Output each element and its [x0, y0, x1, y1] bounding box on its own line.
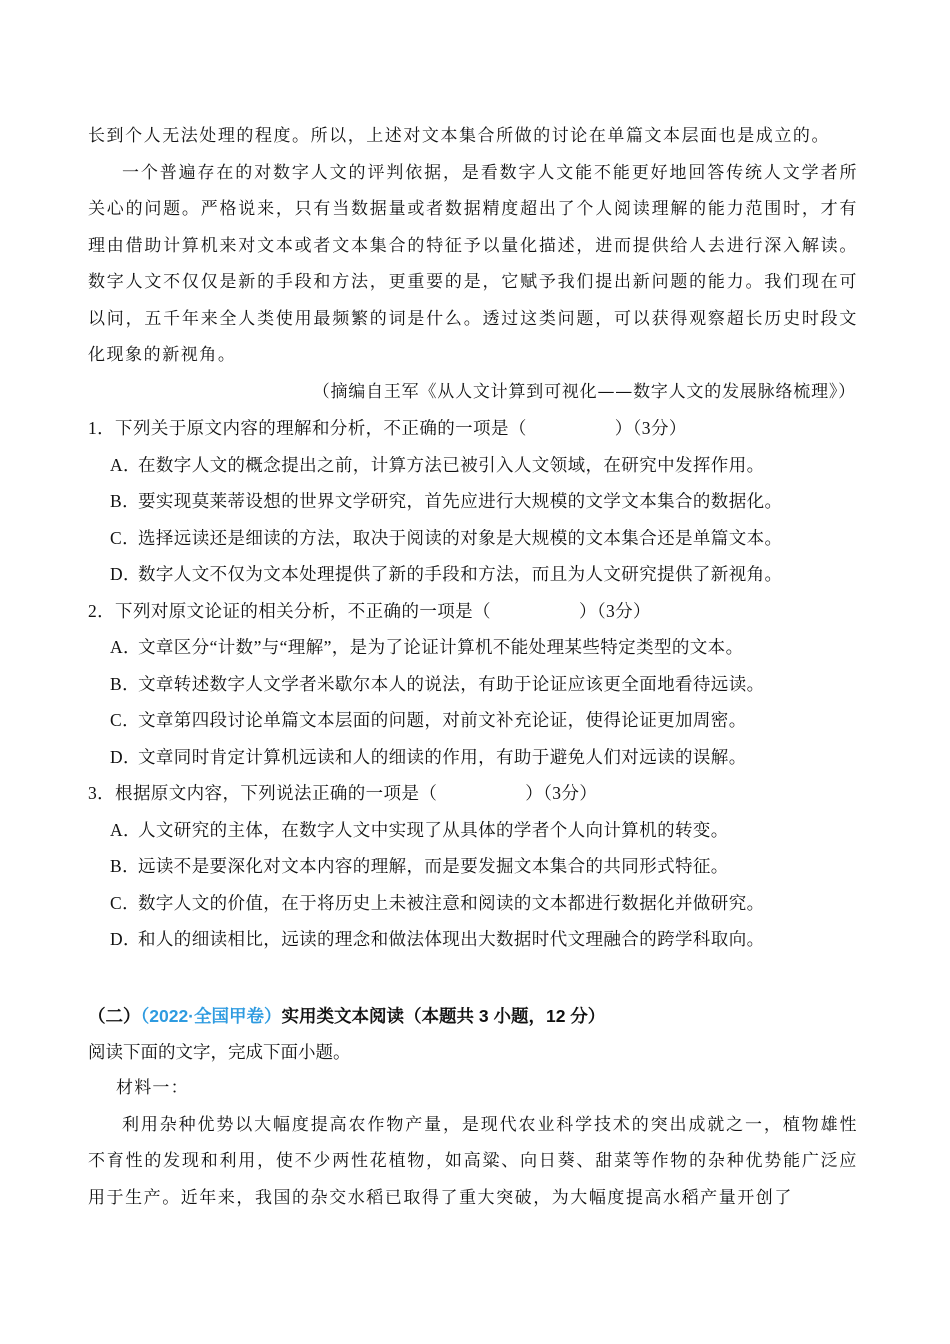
option-c: C．文章第四段讨论单篇文本层面的问题，对前文补充论证，使得论证更加周密。 — [110, 710, 747, 730]
material-label: 材料一： — [116, 1078, 189, 1098]
question-stem: 1．下列关于原文内容的理解和分析，不正确的一项是（ ）（3分） — [88, 418, 687, 438]
option-d: D．文章同时肯定计算机远读和人的细读的作用，有助于避免人们对远读的误解。 — [110, 746, 747, 767]
material-passage — [88, 1107, 858, 1217]
option-b: B．要实现莫莱蒂设想的世界文学研究，首先应进行大规模的文学文本集合的数据化。 — [110, 491, 783, 511]
material-paragraph: 利用杂种优势以大幅度提高农作物产量，是现代农业科学技术的突出成就之一，植物雄性不育性的发现和利用，使不少两性花植物，如高粱、向日葵、甜菜等作物的杂种优势能广泛应用于生产。近年来，我国的杂交水稻已取得了重大突破，为大幅度提高水稻产量开创了 — [88, 1114, 858, 1208]
section-heading: （二）（2022·全国甲卷）实用类文本阅读（本题共 3 小题，12 分） — [88, 1005, 606, 1026]
section-instruction: 阅读下面的文字，完成下面小题。 — [88, 1041, 351, 1062]
question-stem: 3．根据原文内容，下列说法正确的一项是（ ）（3分） — [88, 783, 598, 803]
option-a: A．文章区分“计数”与“理解”，是为了论证计算机不能处理某些特定类型的文本。 — [110, 637, 744, 657]
section-source: （2022·全国甲卷） — [140, 1005, 282, 1026]
question-2 — [88, 593, 858, 776]
question-1 — [88, 410, 858, 593]
question-3 — [88, 775, 858, 958]
option-c: C．选择远读还是细读的方法，取决于阅读的对象是大规模的文本集合还是单篇文本。 — [110, 527, 783, 548]
passage-paragraph: 长到个人无法处理的程度。所以，上述对文本集合所做的讨论在单篇文本层面也是成立的。 — [88, 126, 830, 146]
question-stem: 2．下列对原文论证的相关分析，不正确的一项是（ ）（3分） — [88, 600, 651, 621]
option-b: B．文章转述数字人文学者米歇尔本人的说法，有助于论证应该更全面地看待远读。 — [110, 673, 765, 694]
passage-source: （摘编自王军《从人文计算到可视化——数字人文的发展脉络梳理》） — [312, 381, 856, 402]
option-d: D．数字人文不仅为文本处理提供了新的手段和方法，而且为人文研究提供了新视角。 — [110, 564, 783, 584]
option-b: B．远读不是要深化对文本内容的理解，而是要发掘文本集合的共同形式特征。 — [110, 856, 729, 876]
passage-paragraph: 一个普遍存在的对数字人文的评判依据，是看数字人文能不能更好地回答传统人文学者所关心的问题。严格说来，只有当数据量或者数据精度超出了个人阅读理解的能力范围时，才有理由借助计算机来对文本或者文本集合的特征予以量化描述，进而提供给人去进行深入解读。数字人文不仅仅是新的手段和方法，更重要的是，它赋予我们提出新问题的能力。我们现在可以问，五千年来全人类使用最频繁的词是什么。透过这类问题，可以获得观察超长历史时段文化现象的新视角。 — [88, 162, 858, 365]
document-page — [88, 118, 858, 1216]
option-a: A．人文研究的主体，在数字人文中实现了从具体的学者个人向计算机的转变。 — [110, 819, 729, 840]
option-a: A．在数字人文的概念提出之前，计算方法已被引入人文领域，在研究中发挥作用。 — [110, 454, 765, 475]
passage — [88, 118, 858, 374]
option-d: D．和人的细读相比，远读的理念和做法体现出大数据时代文理融合的跨学科取向。 — [110, 929, 765, 949]
option-c: C．数字人文的价值，在于将历史上未被注意和阅读的文本都进行数据化并做研究。 — [110, 892, 765, 913]
